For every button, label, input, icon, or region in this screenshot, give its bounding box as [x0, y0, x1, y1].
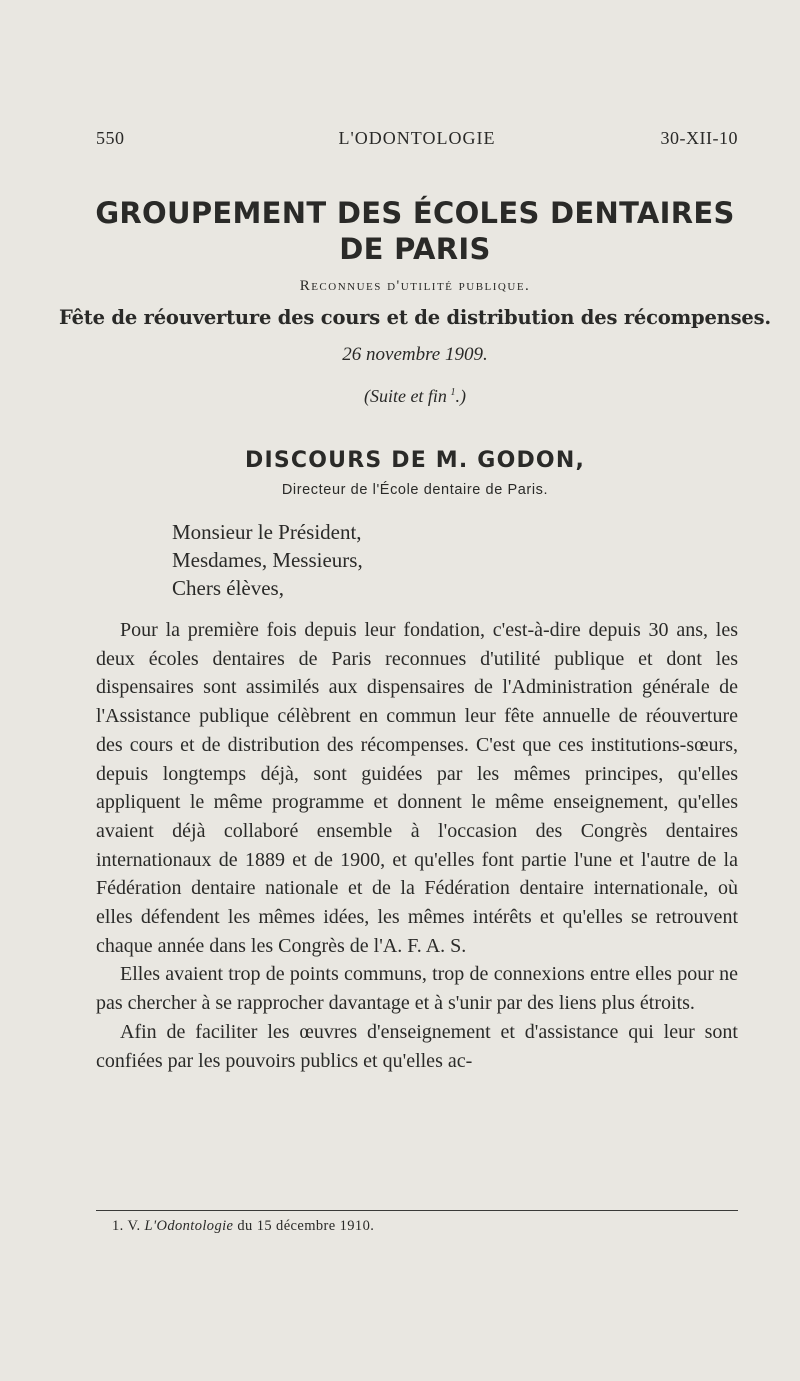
salutation-line: Mesdames, Messieurs,	[172, 548, 363, 572]
journal-title: L'ODONTOLOGIE	[338, 128, 496, 148]
speaker-role: Directeur de l'École dentaire de Paris.	[281, 482, 549, 498]
salutation-line: Monsieur le Président,	[172, 520, 362, 544]
article-title	[60, 195, 770, 267]
speech-title: DISCOURS DE M. GODON,	[245, 448, 585, 473]
salutation	[172, 518, 363, 602]
body-text	[96, 616, 738, 1075]
continuation-end: .)	[455, 386, 467, 406]
article-title-line-2: DE PARIS	[339, 232, 491, 266]
article-title-line-1: GROUPEMENT DES ÉCOLES DENTAIRES	[95, 196, 735, 230]
event-date: 26 novembre 1909.	[342, 344, 488, 365]
footnote-rest: du 15 décembre 1910.	[237, 1218, 375, 1234]
footnote-prefix: 1. V.	[112, 1218, 141, 1234]
footnote-journal: L'Odontologie	[144, 1218, 234, 1234]
paragraph: Afin de faciliter les œuvres d'enseignement et d'assistance qui leur sont confiées par les pouvoirs publics et qu'elles ac-	[96, 1020, 738, 1072]
page-number: 550	[96, 128, 125, 148]
article-subtitle: Reconnues d'utilité publique.	[299, 278, 531, 294]
continuation-note	[60, 386, 770, 407]
salutation-line: Chers élèves,	[172, 576, 284, 600]
issue-date: 30-XII-10	[660, 128, 738, 148]
footnote-divider	[96, 1210, 738, 1211]
running-header	[96, 128, 738, 156]
continuation-text: (Suite et fin	[363, 386, 447, 406]
paragraph: Elles avaient trop de points communs, trop de connexions entre elles pour ne pas chercher à se rapprocher davantage et à s'unir par des liens plus étroits.	[96, 963, 738, 1015]
footnote	[112, 1218, 374, 1235]
event-title: Fête de réouverture des cours et de distribution des récompenses.	[59, 306, 771, 329]
paragraph: Pour la première fois depuis leur fondation, c'est-à-dire depuis 30 ans, les deux écoles dentaires de Paris reconnues d'utilité publique et dont les dispensaires sont assimilés aux dispensaires de l'Administration générale de l'Assistance publique célèbrent en commun leur fête annuelle de réouverture des cours et de distribution des récompenses. C'est que ces institutions-sœurs, depuis longtemps déjà, sont guidées par les mêmes principes, qu'elles appliquent le même programme et donnent le même enseignement, qu'elles avaient déjà collaboré ensemble à l'occasion des Congrès dentaires internationaux de 1889 et de 1900, et qu'elles font partie l'une et l'autre de la Fédération dentaire nationale et de la Fédération dentaire internationale, où elles défendent les mêmes idées, les mêmes intérêts et qu'elles se retrouvent chaque année dans les Congrès de l'A. F. A. S.	[96, 619, 738, 957]
footnote-marker: 1	[450, 387, 456, 398]
